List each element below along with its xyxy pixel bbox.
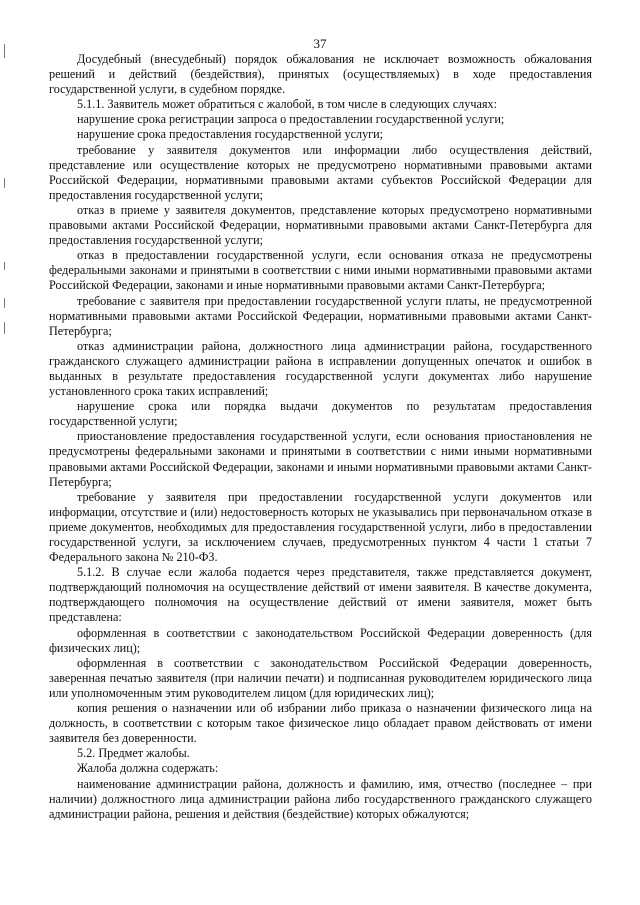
paragraph: нарушение срока или порядка выдачи документов по результатам предоставления государственной услуги; bbox=[49, 399, 592, 429]
paragraph: требование у заявителя документов или информации либо осуществления действий, представление или осуществление которых не предусмотрено нормативными правовыми актами Российской Федерации, нормативными правовыми актами субъектов Российской Федерации для предоставления государственной услуги; bbox=[49, 142, 592, 202]
paragraph: 5.1.1. Заявитель может обратиться с жалобой, в том числе в следующих случаях: bbox=[77, 97, 497, 112]
paragraph: копия решения о назначении или об избрании либо приказа о назначении физического лица на должность, в соответствии с которым такое физическое лицо обладает правом действовать от имени заявителя без доверенности. bbox=[49, 701, 592, 746]
scan-mark bbox=[4, 262, 5, 270]
paragraph: 5.1.2. В случае если жалоба подается через представителя, также представляется документ, подтверждающий полномочия на осуществление действий от имени заявителя. В качестве документа, подтверждающего полномочия на осуществление действий от имени заявителя, может быть представлена: bbox=[49, 565, 592, 625]
paragraph: нарушение срока предоставления государственной услуги; bbox=[77, 127, 384, 142]
paragraph: требование с заявителя при предоставлении государственной услуги платы, не предусмотренной нормативными правовыми актами Российской Федерации, нормативными правовыми актами Санкт-Петербурга; bbox=[49, 293, 592, 338]
paragraph: отказ администрации района, должностного лица администрации района, государственного гражданского служащего администрации района в исправлении допущенных опечаток и ошибок в выданных в результате предоставления государственной услуги документах либо нарушение установленного срока таких исправлений; bbox=[49, 338, 592, 399]
paragraph: 5.2. Предмет жалобы. bbox=[77, 746, 190, 761]
scan-mark bbox=[4, 298, 5, 308]
paragraph: оформленная в соответствии с законодательством Российской Федерации доверенность, заверенная печатью заявителя (при наличии печати) и подписанная руководителем юридического лица или уполномоченным этим руководителем лицом (для юридических лиц); bbox=[49, 655, 592, 700]
paragraph: требование у заявителя при предоставлении государственной услуги документов или информации, отсутствие и (или) недостоверность которых не указывались при первоначальном отказе в приеме документов, необходимых для предоставления государственной услуги, либо в предоставлении государственной услуги, за исключением случаев, предусмотренных пунктом 4 части 1 статьи 7 Федерального закона № 210-ФЗ. bbox=[49, 489, 592, 565]
paragraph: Досудебный (внесудебный) порядок обжалования не исключает возможность обжалования решений и действий (бездействия), принятых (осуществляемых) в ходе предоставления государственной услуги, в судебном порядке. bbox=[49, 52, 592, 97]
paragraph: отказ в приеме у заявителя документов, представление которых предусмотрено нормативными правовыми актами Российской Федерации, нормативными правовыми актами Санкт-Петербурга для предоставления государственной услуги; bbox=[49, 202, 592, 248]
paragraph: нарушение срока регистрации запроса о предоставлении государственной услуги; bbox=[77, 112, 505, 127]
scan-mark bbox=[4, 178, 5, 188]
scan-margin-marks bbox=[4, 0, 8, 905]
page-number: 37 bbox=[313, 36, 327, 51]
document-body bbox=[49, 52, 592, 822]
paragraph: оформленная в соответствии с законодательством Российской Федерации доверенность (для физических лиц); bbox=[49, 625, 592, 655]
scan-mark bbox=[4, 322, 5, 334]
paragraph: наименование администрации района, должность и фамилию, имя, отчество (последнее – при наличии) должностного лица администрации района либо государственного гражданского служащего администрации района, решения и действия (бездействие) которых обжалуются; bbox=[49, 776, 592, 821]
paragraph: отказ в предоставлении государственной услуги, если основания отказа не предусмотрены федеральными законами и принятыми в соответствии с ними иными нормативными правовыми актами Российской Федерации, законами и иные нормативными правовыми актами Санкт-Петербурга; bbox=[49, 248, 592, 293]
paragraph: Жалоба должна содержать: bbox=[77, 761, 219, 776]
paragraph: приостановление предоставления государственной услуги, если основания приостановления не предусмотрены федеральными законами и принятыми в соответствии с ними иными нормативными правовыми актами Российской Федерации, законами и иными нормативными правовыми актами Санкт-Петербурга; bbox=[49, 429, 592, 489]
